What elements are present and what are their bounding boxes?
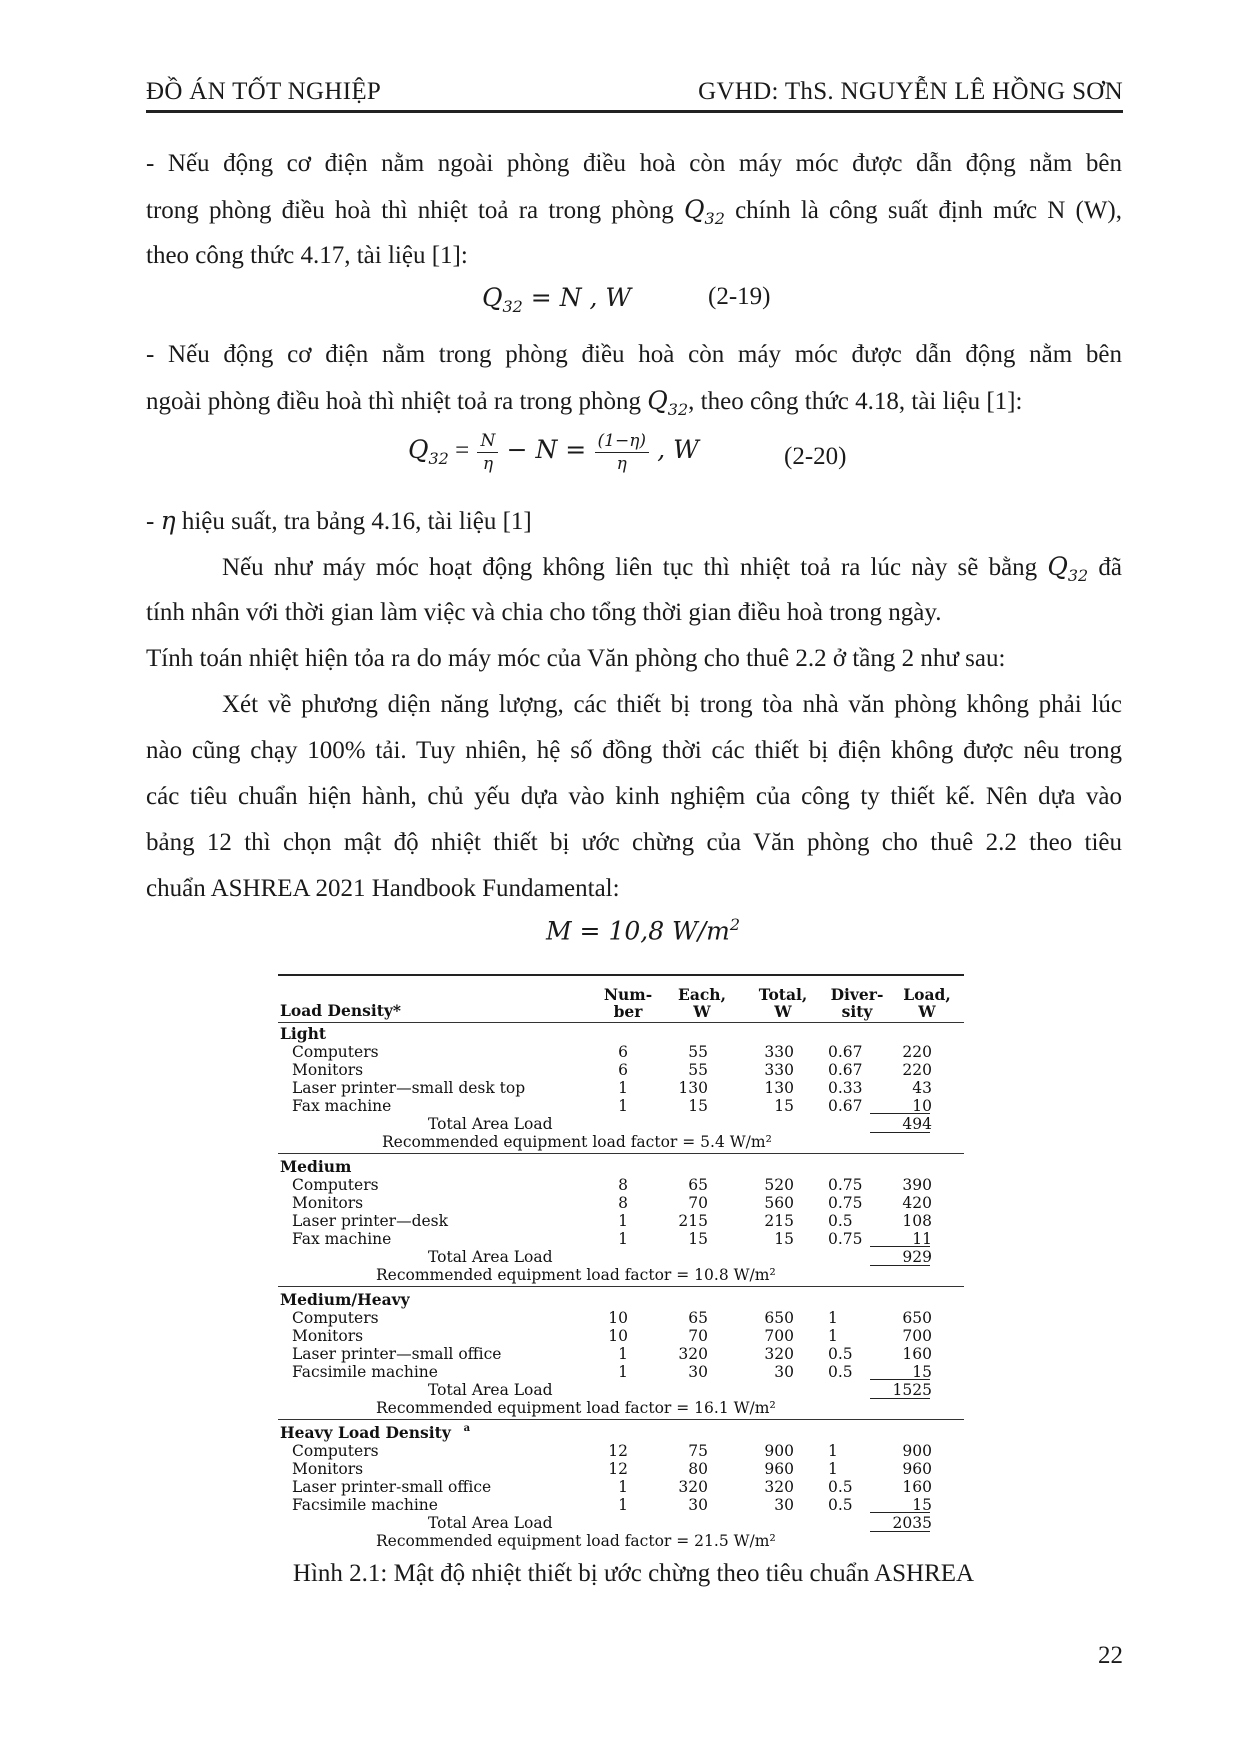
- cell-number: 6: [618, 1061, 628, 1079]
- cell-total: 15: [774, 1097, 794, 1115]
- table-row: [276, 1061, 966, 1079]
- cell-total: 650: [764, 1309, 794, 1327]
- total-area-load-value: 1525: [892, 1381, 932, 1399]
- recommended-load-factor: [276, 1399, 966, 1417]
- cell-number: 1: [618, 1478, 628, 1496]
- cell-item: Computers: [292, 1309, 379, 1327]
- cell-diversity: 0.67: [828, 1097, 863, 1115]
- cell-diversity: 0.5: [828, 1363, 853, 1381]
- equation-2-19: $Q_{32} = N$ , W: [482, 283, 632, 316]
- cell-diversity: 0.5: [828, 1212, 853, 1230]
- table-header-rule: [278, 1022, 964, 1023]
- table-group-title: Medium/Heavy: [280, 1290, 410, 1309]
- table-row: [276, 1230, 966, 1248]
- cell-item: Monitors: [292, 1194, 364, 1212]
- table-row: [276, 1496, 966, 1514]
- cell-load: 43: [912, 1079, 932, 1097]
- cell-item: Monitors: [292, 1460, 364, 1478]
- cell-number: 1: [618, 1345, 628, 1363]
- equation-2-19-number: (2-19): [708, 283, 771, 310]
- cell-diversity: 1: [828, 1309, 838, 1327]
- table-row: [276, 1363, 966, 1381]
- table-row: [276, 1309, 966, 1327]
- total-area-load-row: [276, 1115, 966, 1133]
- load-factor-text: Recommended equipment load factor = 21.5 W/m²: [376, 1532, 776, 1550]
- total-area-load-row: [276, 1248, 966, 1266]
- table-group-title: Light: [280, 1024, 327, 1043]
- cell-total: 700: [764, 1327, 794, 1345]
- total-area-load-value: 929: [902, 1248, 932, 1266]
- table-row: [276, 1212, 966, 1230]
- cell-each: 55: [688, 1043, 708, 1061]
- cell-each: 70: [688, 1194, 708, 1212]
- cell-diversity: 0.75: [828, 1194, 863, 1212]
- header-right-advisor: GVHD: ThS. NGUYỄN LÊ HỒNG SƠN: [698, 78, 1123, 105]
- sum-rule: [870, 1512, 930, 1513]
- cell-each: 65: [688, 1176, 708, 1194]
- cell-each: 70: [688, 1327, 708, 1345]
- cell-total: 30: [774, 1496, 794, 1514]
- table-row: [276, 1460, 966, 1478]
- cell-number: 1: [618, 1230, 628, 1248]
- sum-rule: [870, 1246, 930, 1247]
- cell-item: Laser printer—small desk top: [292, 1079, 526, 1097]
- cell-each: 215: [678, 1212, 708, 1230]
- load-factor-text: Recommended equipment load factor = 5.4 W/m²: [382, 1133, 772, 1151]
- cell-total: 900: [764, 1442, 794, 1460]
- fraction-one-minus-eta: $\frac{(1-\eta)}{\eta}$: [595, 430, 650, 475]
- cell-item: Computers: [292, 1043, 379, 1061]
- cell-item: Laser printer—desk: [292, 1212, 449, 1230]
- cell-load: 220: [902, 1061, 932, 1079]
- total-area-load-value: 2035: [892, 1514, 932, 1532]
- cell-each: 30: [688, 1496, 708, 1514]
- equation-2-20: $Q_{32}$ = $\frac{N}{\eta}$ − N = $\frac{(1-\eta)}{\eta}$ , W: [408, 431, 699, 474]
- equation-2-20-number: (2-20): [784, 443, 847, 470]
- para1-line1: - Nếu động cơ điện nằm ngoài phòng điều hoà còn máy móc được dẫn động nằm bên: [146, 150, 1122, 177]
- cell-load: 10: [912, 1097, 932, 1115]
- group-separator: [278, 1153, 964, 1154]
- group-separator: [278, 1286, 964, 1287]
- cell-each: 15: [688, 1097, 708, 1115]
- cell-number: 6: [618, 1043, 628, 1061]
- header-diversity: Diver- sity: [830, 985, 884, 1021]
- cell-load: 220: [902, 1043, 932, 1061]
- cell-each: 130: [678, 1079, 708, 1097]
- cell-each: 80: [688, 1460, 708, 1478]
- cell-diversity: 0.75: [828, 1176, 863, 1194]
- cell-total: 15: [774, 1230, 794, 1248]
- header-left-title: ĐỒ ÁN TỐT NGHIỆP: [146, 78, 382, 105]
- header-number: Num- ber: [603, 985, 653, 1021]
- para5-line3: các tiêu chuẩn hiện hành, chủ yếu dựa vào kinh nghiệm của công ty thiết kế. Nên dựa vào: [146, 783, 1122, 810]
- cell-item: Facsimile machine: [292, 1496, 438, 1514]
- table-row: [276, 1097, 966, 1115]
- cell-diversity: 0.5: [828, 1345, 853, 1363]
- eta-definition: - η hiệu suất, tra bảng 4.16, tài liệu [1]: [146, 506, 532, 535]
- load-factor-text: Recommended equipment load factor = 16.1 W/m²: [376, 1399, 776, 1417]
- recommended-load-factor: [276, 1266, 966, 1284]
- cell-number: 8: [618, 1176, 628, 1194]
- recommended-load-factor: [276, 1532, 966, 1550]
- cell-load: 15: [912, 1363, 932, 1381]
- cell-total: 320: [764, 1478, 794, 1496]
- para5-line1: Xét về phương diện năng lượng, các thiết bị trong tòa nhà văn phòng không phải lúc: [222, 691, 1122, 718]
- cell-item: Facsimile machine: [292, 1363, 438, 1381]
- cell-diversity: 0.33: [828, 1079, 863, 1097]
- cell-load: 15: [912, 1496, 932, 1514]
- cell-number: 1: [618, 1212, 628, 1230]
- sum-rule: [870, 1379, 930, 1380]
- total-area-load-label: Total Area Load: [428, 1514, 553, 1532]
- table-group-title: Medium: [280, 1157, 352, 1176]
- q32-symbol: $Q_{32}$: [684, 195, 725, 228]
- cell-number: 8: [618, 1194, 628, 1212]
- cell-total: 330: [764, 1043, 794, 1061]
- header-load-density: Load Density*: [280, 1001, 401, 1020]
- cell-number: 1: [618, 1363, 628, 1381]
- table-row: [276, 1043, 966, 1061]
- load-factor-text: Recommended equipment load factor = 10.8 W/m²: [376, 1266, 776, 1284]
- para5-line4: bảng 12 thì chọn mật độ nhiệt thiết bị ước chừng của Văn phòng cho thuê 2.2 theo tiêu: [146, 829, 1122, 856]
- para1-line3: theo công thức 4.17, tài liệu [1]:: [146, 242, 468, 269]
- table-row: [276, 1327, 966, 1345]
- total-area-load-row: [276, 1381, 966, 1399]
- para3-line1: Nếu như máy móc hoạt động không liên tục thì nhiệt toả ra lúc này sẽ bằng $Q_{32}$ đã: [222, 552, 1122, 585]
- para5-line5: chuẩn ASHREA 2021 Handbook Fundamental:: [146, 875, 620, 902]
- cell-number: 1: [618, 1097, 628, 1115]
- table-top-rule: [278, 974, 964, 976]
- cell-each: 320: [678, 1345, 708, 1363]
- para5-line2: nào cũng chạy 100% tải. Tuy nhiên, hệ số đồng thời các thiết bị điện không được nêu trong: [146, 737, 1122, 764]
- cell-diversity: 1: [828, 1442, 838, 1460]
- header-each: Each, W: [678, 985, 726, 1021]
- cell-total: 30: [774, 1363, 794, 1381]
- cell-item: Monitors: [292, 1327, 364, 1345]
- para3-line2: tính nhân với thời gian làm việc và chia cho tổng thời gian điều hoà trong ngày.: [146, 599, 942, 626]
- table-row: [276, 1176, 966, 1194]
- cell-total: 960: [764, 1460, 794, 1478]
- total-area-load-label: Total Area Load: [428, 1248, 553, 1266]
- equation-m: M = 10,8 $W/m^2$: [546, 915, 741, 946]
- total-area-load-label: Total Area Load: [428, 1381, 553, 1399]
- cell-each: 75: [688, 1442, 708, 1460]
- cell-diversity: 1: [828, 1460, 838, 1478]
- cell-total: 130: [764, 1079, 794, 1097]
- header-total: Total, W: [758, 985, 808, 1021]
- cell-each: 65: [688, 1309, 708, 1327]
- cell-total: 215: [764, 1212, 794, 1230]
- cell-item: Computers: [292, 1442, 379, 1460]
- table-row: [276, 1478, 966, 1496]
- cell-number: 12: [608, 1460, 628, 1478]
- cell-diversity: 0.67: [828, 1061, 863, 1079]
- cell-load: 960: [902, 1460, 932, 1478]
- cell-load: 160: [902, 1478, 932, 1496]
- cell-number: 1: [618, 1496, 628, 1514]
- cell-total: 560: [764, 1194, 794, 1212]
- cell-load: 700: [902, 1327, 932, 1345]
- recommended-load-factor: [276, 1133, 966, 1151]
- cell-load: 11: [912, 1230, 932, 1248]
- para2-line2: ngoài phòng điều hoà thì nhiệt toả ra trong phòng $Q_{32}$, theo công thức 4.18, tài liệu [1]:: [146, 386, 1023, 419]
- table-row: [276, 1079, 966, 1097]
- cell-load: 900: [902, 1442, 932, 1460]
- total-area-load-row: [276, 1514, 966, 1532]
- cell-diversity: 0.5: [828, 1478, 853, 1496]
- cell-load: 390: [902, 1176, 932, 1194]
- cell-diversity: 1: [828, 1327, 838, 1345]
- total-area-load-label: Total Area Load: [428, 1115, 553, 1133]
- fraction-n-over-eta: $\frac{N}{\eta}$: [477, 430, 498, 475]
- page-number: 22: [1098, 1642, 1123, 1669]
- cell-total: 520: [764, 1176, 794, 1194]
- group-separator: [278, 1419, 964, 1420]
- table-row: [276, 1345, 966, 1363]
- cell-load: 108: [902, 1212, 932, 1230]
- cell-total: 320: [764, 1345, 794, 1363]
- cell-total: 330: [764, 1061, 794, 1079]
- table-row: [276, 1442, 966, 1460]
- para4: Tính toán nhiệt hiện tỏa ra do máy móc của Văn phòng cho thuê 2.2 ở tầng 2 như sau:: [146, 645, 1006, 672]
- figure-caption: Hình 2.1: Mật độ nhiệt thiết bị ước chừng theo tiêu chuẩn ASHREA: [292, 1560, 975, 1587]
- cell-diversity: 0.5: [828, 1496, 853, 1514]
- cell-item: Monitors: [292, 1061, 364, 1079]
- cell-item: Fax machine: [292, 1097, 392, 1115]
- sum-rule: [870, 1113, 930, 1114]
- cell-number: 10: [608, 1309, 628, 1327]
- cell-each: 30: [688, 1363, 708, 1381]
- page-header: [146, 74, 1123, 113]
- cell-each: 15: [688, 1230, 708, 1248]
- total-area-load-value: 494: [902, 1115, 932, 1133]
- cell-item: Fax machine: [292, 1230, 392, 1248]
- cell-each: 55: [688, 1061, 708, 1079]
- cell-diversity: 0.75: [828, 1230, 863, 1248]
- cell-diversity: 0.67: [828, 1043, 863, 1061]
- cell-load: 420: [902, 1194, 932, 1212]
- cell-load: 650: [902, 1309, 932, 1327]
- para2-line1: - Nếu động cơ điện nằm trong phòng điều hoà còn máy móc được dẫn động nằm bên: [146, 341, 1122, 368]
- cell-number: 10: [608, 1327, 628, 1345]
- cell-load: 160: [902, 1345, 932, 1363]
- cell-number: 12: [608, 1442, 628, 1460]
- cell-item: Laser printer-small office: [292, 1478, 492, 1496]
- header-load: Load, W: [903, 985, 951, 1021]
- load-density-table: [276, 968, 966, 1550]
- cell-item: Laser printer—small office: [292, 1345, 502, 1363]
- table-group-title: Heavy Load Density a: [280, 1423, 471, 1442]
- table-row: [276, 1194, 966, 1212]
- cell-number: 1: [618, 1079, 628, 1097]
- para1-line2: trong phòng điều hoà thì nhiệt toả ra trong phòng $Q_{32}$ chính là công suất định mức N (W),: [146, 195, 1122, 228]
- cell-item: Computers: [292, 1176, 379, 1194]
- cell-each: 320: [678, 1478, 708, 1496]
